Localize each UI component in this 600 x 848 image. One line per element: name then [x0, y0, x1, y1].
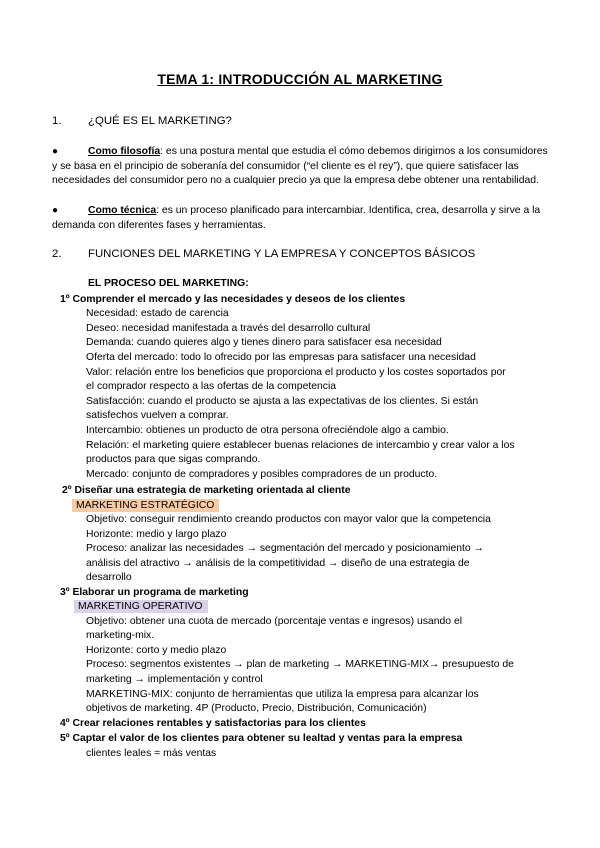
step-2-tag	[72, 499, 219, 513]
marketing-estrategico-highlight: MARKETING ESTRATÉGICO	[72, 499, 219, 512]
step-3-line: MARKETING-MIX: conjunto de herramientas que utiliza la empresa para alcanzar los	[86, 689, 479, 700]
text-philosophy: : es una postura mental que estudia el cómo debemos dirigirnos a los consumidores y se basa en el principio de soberanía del consumidor (“el cliente es el rey”), que quiere satisfacer las necesidades del consumidor pero no a cualquier precio ya que la empresa debe obtener una rentabilidad.	[52, 146, 548, 187]
step-2-line: desarrollo	[86, 572, 132, 583]
step-1-line: Necesidad: estado de carencia	[86, 308, 229, 319]
step-1-line: Relación: el marketing quiere establecer buenas relaciones de intercambio y crear valor a los	[86, 440, 515, 451]
section1-number: 1.	[52, 115, 62, 127]
term-technique: Como técnica	[88, 205, 157, 216]
term-philosophy: Como filosofía	[88, 146, 161, 157]
step-5-line: clientes leales = más ventas	[86, 748, 217, 759]
step-3-title: 3º Elaborar un programa de marketing	[60, 587, 249, 598]
step-1-line: Satisfacción: cuando el producto se ajusta a las expectativas de los clientes. Si están	[86, 396, 479, 407]
definition-philosophy	[52, 145, 552, 189]
page-title: TEMA 1: INTRODUCCIÓN AL MARKETING	[157, 71, 443, 87]
step-3-line: Horizonte: corto y medio plazo	[86, 645, 227, 656]
step-1-line: Demanda: cuando quieres algo y tienes dinero para satisfacer esa necesidad	[86, 337, 442, 348]
step-3-tag	[74, 600, 208, 614]
section1-heading: ¿QUÉ ES EL MARKETING?	[88, 115, 232, 127]
step-3-line: Objetivo: obtener una cuota de mercado (porcentaje ventas e ingresos) usando el	[86, 616, 463, 627]
bullet-icon: ●	[52, 146, 59, 157]
bullet-icon: ●	[52, 205, 59, 216]
text-technique: : es un proceso planificado para intercambiar. Identifica, crea, desarrolla y sirve a la demanda con diferentes fases y herramientas.	[52, 205, 541, 231]
marketing-operativo-highlight: MARKETING OPERATIVO	[74, 600, 208, 613]
step-2-line: análisis del atractivo → análisis de la competitividad → diseño de una estrategia de	[86, 558, 470, 569]
section2-number: 2.	[52, 248, 62, 260]
step-2-title: 2º Diseñar una estrategia de marketing orientada al cliente	[62, 485, 351, 496]
step-3-line: objetivos de marketing. 4P (Producto, Precio, Distribución, Comunicación)	[86, 703, 427, 714]
step-1-line: Deseo: necesidad manifestada a través del desarrollo cultural	[86, 323, 371, 334]
step-1-line: Oferta del mercado: todo lo ofrecido por las empresas para satisfacer una necesidad	[86, 352, 476, 363]
step-1-title: 1º Comprender el mercado y las necesidades y deseos de los clientes	[60, 294, 406, 305]
step-1-line: productos para que sigas comprando.	[86, 454, 261, 465]
step-4-title: 4º Crear relaciones rentables y satisfactorias para los clientes	[60, 718, 366, 729]
step-5-title: 5º Captar el valor de los clientes para obtener su lealtad y ventas para la empresa	[60, 733, 463, 744]
step-3-line: marketing-mix.	[86, 630, 155, 641]
step-1-line: Valor: relación entre los beneficios que proporciona el producto y los costes soportados por	[86, 367, 506, 378]
step-1-line: Intercambio: obtienes un producto de otra persona ofreciéndole algo a cambio.	[86, 425, 449, 436]
section2-heading: FUNCIONES DEL MARKETING Y LA EMPRESA Y CONCEPTOS BÁSICOS	[88, 248, 476, 260]
step-1-line: satisfechos vuelven a comprar.	[86, 410, 229, 421]
step-1-line: el comprador respecto a las ofertas de la competencia	[86, 381, 337, 392]
step-1-line: Mercado: conjunto de compradores y posibles compradores de un producto.	[86, 469, 438, 480]
step-2-line: Horizonte: medio y largo plazo	[86, 529, 227, 540]
step-3-line: marketing → implementación y control	[86, 674, 263, 685]
definition-technique	[52, 204, 552, 233]
step-2-line: Objetivo: conseguir rendimiento creando productos con mayor valor que la competencia	[86, 514, 491, 525]
process-title: EL PROCESO DEL MARKETING:	[88, 278, 249, 289]
step-2-line: Proceso: analizar las necesidades → segmentación del mercado y posicionamiento →	[86, 543, 484, 554]
step-3-line: Proceso: segmentos existentes → plan de marketing → MARKETING-MIX→ presupuesto de	[86, 659, 514, 670]
